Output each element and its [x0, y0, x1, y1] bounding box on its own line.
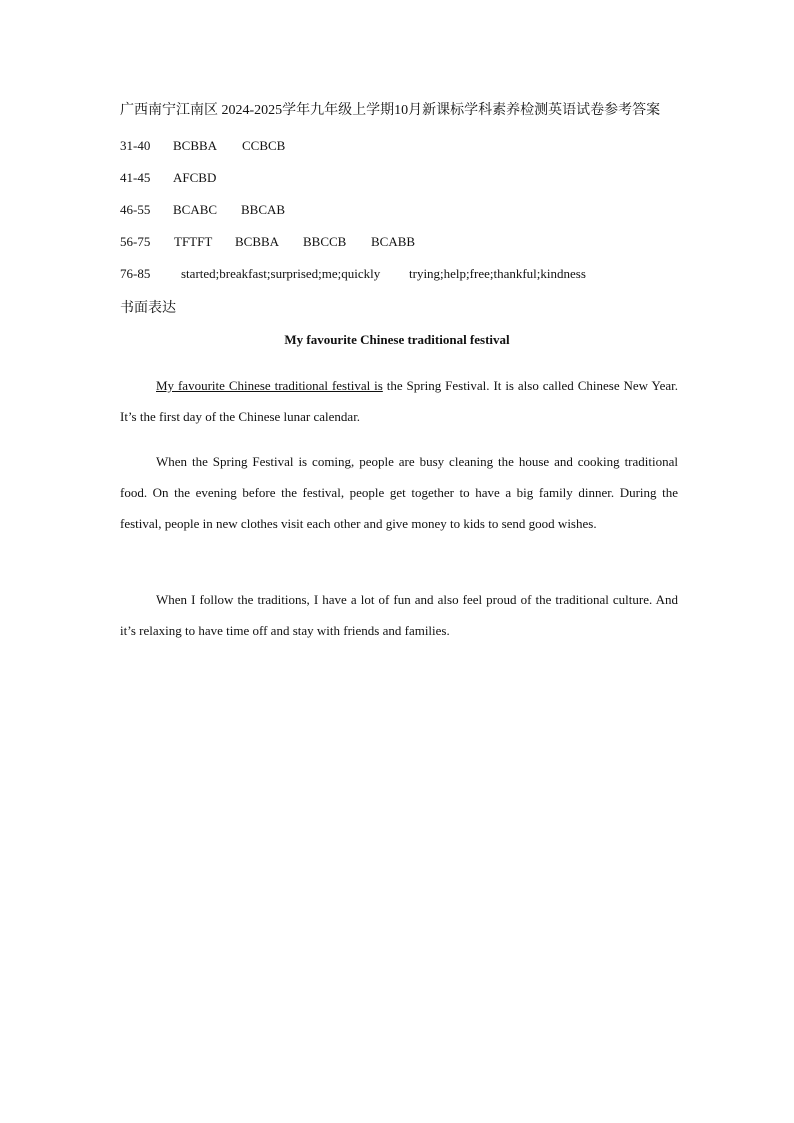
answer-group: BCBBA: [173, 138, 218, 153]
answer-range: 46-55: [120, 202, 151, 217]
answer-group: BCBBA: [235, 234, 280, 249]
answer-group: BBCCB: [303, 234, 347, 249]
essay-title: My favourite Chinese traditional festival: [284, 332, 510, 347]
answer-group: BCABB: [371, 234, 416, 249]
paragraph-text: the Spring Festival. It is also called Chinese New Year. It’s the first day of the Chinese lunar calendar.: [120, 378, 678, 424]
answer-range: 56-75: [120, 234, 151, 249]
answer-range: 76-85: [120, 266, 151, 281]
answer-group: started;breakfast;surprised;me;quickly: [181, 266, 381, 281]
answer-group: BBCAB: [241, 202, 286, 217]
answer-group: trying;help;free;thankful;kindness: [409, 266, 586, 281]
essay-paragraph-3: When I follow the traditions, I have a lot of fun and also feel proud of the traditional culture. And it’s relaxing to have time off and stay with friends and families.: [120, 592, 678, 638]
answer-range: 41-45: [120, 170, 151, 185]
writing-section-label: 书面表达: [120, 301, 176, 316]
answer-group: BCABC: [173, 202, 218, 217]
essay-paragraph-2: When the Spring Festival is coming, people are busy cleaning the house and cooking traditional food. On the evening before the festival, people get together to have a big family dinner. During the festival, people in new clothes visit each other and give money to kids to send good wishes.: [120, 454, 678, 531]
answer-group: CCBCB: [242, 138, 286, 153]
essay-paragraph-1: [120, 370, 678, 432]
answer-range: 31-40: [120, 138, 151, 153]
underlined-phrase: My favourite Chinese traditional festival is: [156, 378, 383, 393]
answer-group: AFCBD: [173, 170, 217, 185]
answer-group: TFTFT: [174, 234, 213, 249]
document-title: 广西南宁江南区 2024-2025学年九年级上学期10月新课标学科素养检测英语试卷参考答案: [120, 103, 661, 118]
